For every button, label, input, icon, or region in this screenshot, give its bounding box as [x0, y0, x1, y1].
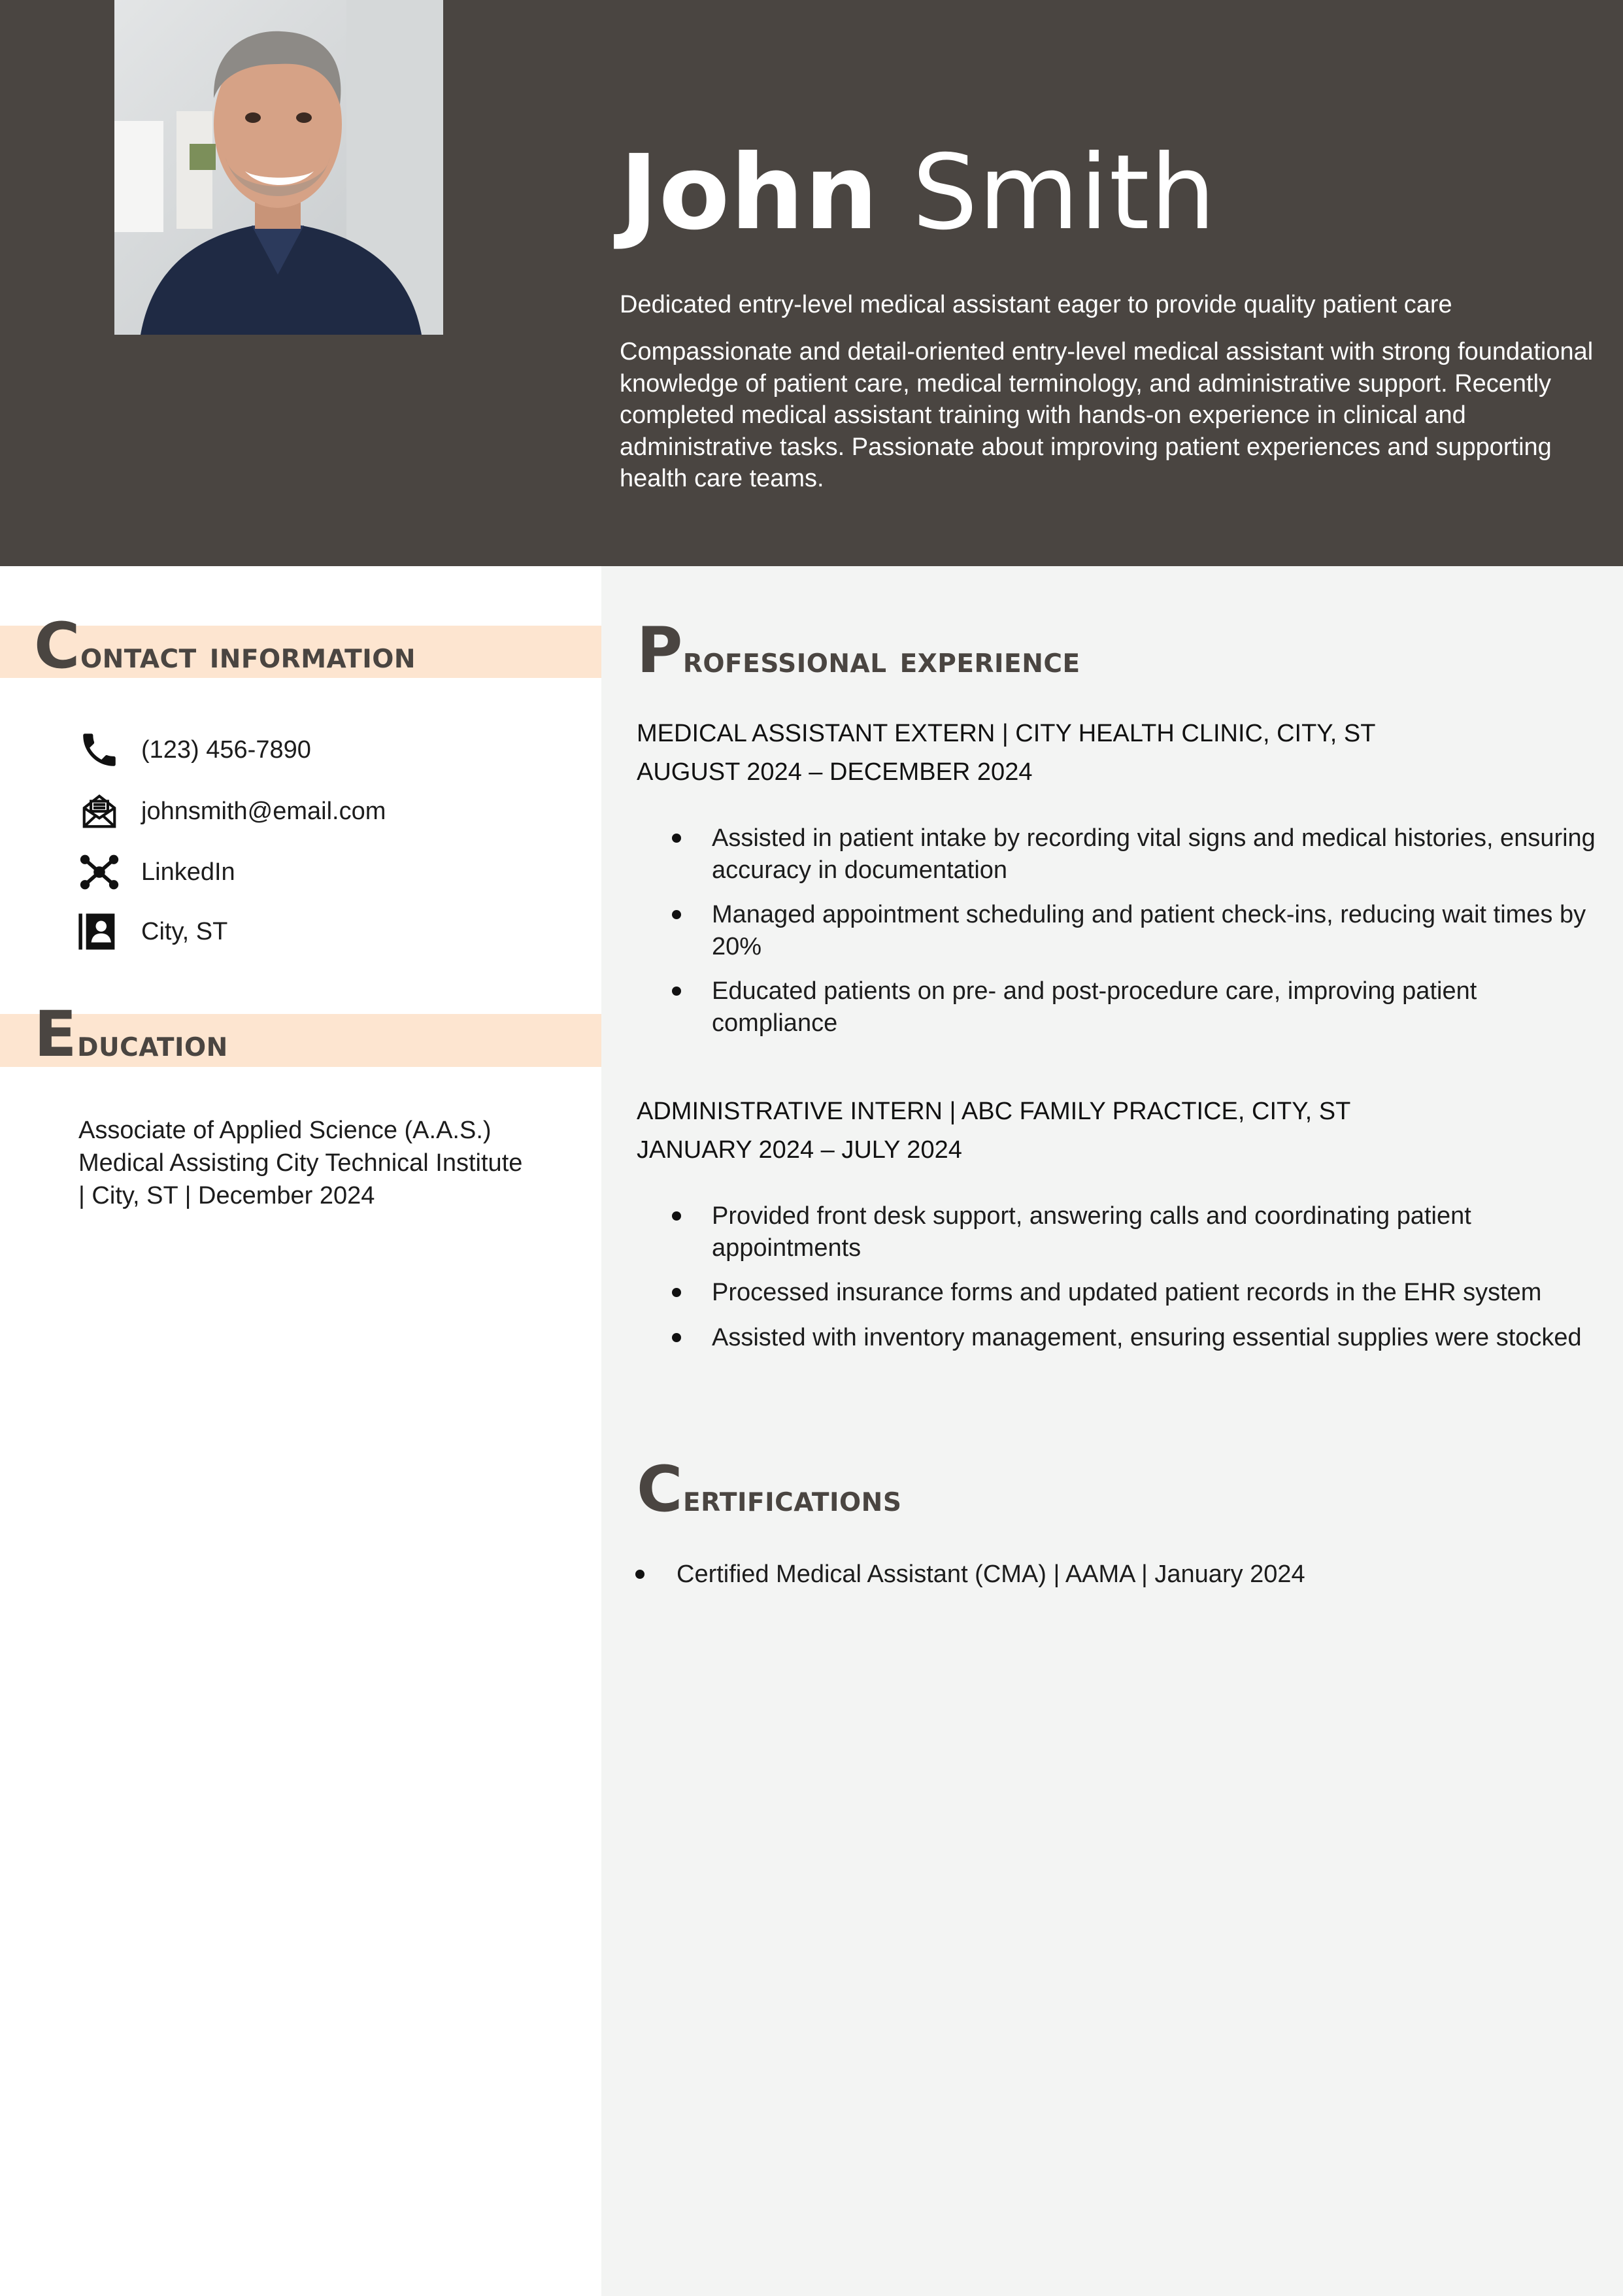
last-name: Smith: [912, 133, 1216, 253]
contact-linkedin[interactable]: [76, 849, 235, 895]
contact-email[interactable]: [76, 788, 386, 834]
job-1-bullets: [712, 822, 1601, 1052]
contact-heading: Contact information: [34, 609, 416, 683]
tagline: Dedicated entry-level medical assistant eager to provide quality patient care: [620, 291, 1452, 318]
linkedin-icon: [76, 849, 123, 895]
education-entry: [78, 1114, 575, 1212]
list-item: Assisted in patient intake by recording vital signs and medical histories, ensuring accuracy in documentation: [712, 822, 1601, 886]
list-item: Certified Medical Assistant (CMA) | AAMA | January 2024: [677, 1559, 1592, 1591]
contact-email-text: johnsmith@email.com: [141, 798, 386, 825]
full-name: [620, 131, 1216, 255]
list-item: Processed insurance forms and updated patient records in the EHR system: [712, 1277, 1601, 1309]
location-icon: [76, 909, 123, 954]
job-2-dates: JANUARY 2024 – JULY 2024: [637, 1136, 962, 1164]
contact-phone[interactable]: [76, 727, 311, 773]
education-heading: Education: [34, 998, 228, 1071]
contact-location-text: City, ST: [141, 918, 228, 945]
profile-photo: [114, 0, 443, 335]
education-location-date: | City, ST | December 2024: [78, 1182, 375, 1209]
job-2-title: ADMINISTRATIVE INTERN | ABC FAMILY PRACTICE, CITY, ST: [637, 1098, 1351, 1125]
experience-heading: Professional experience: [637, 614, 1080, 687]
list-item: Educated patients on pre- and post-procedure care, improving patient compliance: [712, 975, 1601, 1039]
contact-phone-text: (123) 456-7890: [141, 736, 311, 764]
list-item: Provided front desk support, answering calls and coordinating patient appointments: [712, 1200, 1601, 1264]
job-1-dates: AUGUST 2024 – DECEMBER 2024: [637, 758, 1033, 786]
certifications-heading: Certifications: [637, 1453, 902, 1526]
summary: Compassionate and detail-oriented entry-level medical assistant with strong foundational knowledge of patient care, medical terminology, and administrative support. Recently completed medical assistant training with hands-on experience in clinical and administrative tasks. Passionate about improving patient experiences and supporting health care teams.: [620, 338, 1594, 492]
portrait-image: [114, 0, 443, 335]
list-item: Managed appointment scheduling and patient check-ins, reducing wait times by 20%: [712, 899, 1601, 962]
certifications-list: [677, 1559, 1592, 1604]
resume-header: [0, 0, 1623, 566]
contact-linkedin-text: LinkedIn: [141, 858, 235, 886]
job-1-title: MEDICAL ASSISTANT EXTERN | CITY HEALTH CLINIC, CITY, ST: [637, 720, 1376, 747]
first-name: John: [620, 133, 879, 253]
education-school: Medical Assisting City Technical Institute: [78, 1149, 523, 1177]
job-2-bullets: [712, 1200, 1601, 1366]
email-icon: [76, 788, 123, 834]
phone-icon: [76, 727, 123, 773]
education-degree: Associate of Applied Science (A.A.S.): [78, 1117, 492, 1144]
list-item: Assisted with inventory management, ensuring essential supplies were stocked: [712, 1322, 1601, 1354]
contact-location[interactable]: [76, 909, 227, 954]
